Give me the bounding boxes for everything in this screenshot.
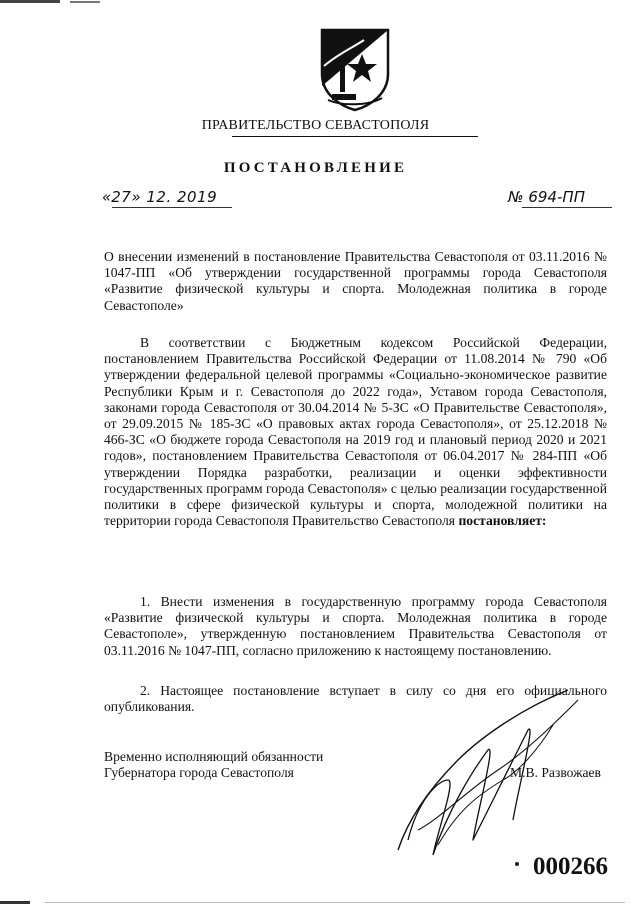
registration-mark-dot: [515, 862, 519, 866]
handwritten-signature: [378, 680, 598, 870]
resolves-word: постановляет:: [458, 513, 547, 529]
number-sign: №: [508, 188, 524, 206]
coat-of-arms-emblem: [318, 26, 392, 112]
resolution-item-1: 1. Внести изменения в государственную программу города Севастополя «Развитие физической культуры и спорта. Молодежная политика в городе Севастополе», утвержденную постановлением Правительства Севастополя от 03.11.2016 № 1047-ПП, согласно приложению к настоящему постановлению.: [104, 594, 607, 658]
preamble-paragraph: [104, 335, 607, 529]
number-value-handwritten: 694-ПП: [528, 188, 585, 206]
scan-edge-top: [0, 0, 140, 4]
document-number: [508, 188, 585, 206]
date-month-year-handwritten: » 12. 2019: [131, 188, 218, 206]
document-date: [102, 188, 217, 206]
resolution-item-2: 2. Настоящее постановление вступает в силу со дня его официального опубликования.: [104, 683, 607, 715]
signatory-position-line-1: Временно исполняющий обязанности: [104, 749, 324, 764]
preamble-text: В соответствии с Бюджетным кодексом Российской Федерации, постановлением Правительства Российской Федерации от 11.08.2014 № 790 «Об утверждении федеральной целевой программы «Социально-экономическое развитие Республики Крым и г. Севастополя до 2022 года», Уставом города Севастополя, законами города Севастополя от 30.04.2014 № 5-ЗС «О Правительстве Севастополя», от 29.09.2015 № 185-ЗС «О правовых актах города Севастополя», от 25.12.2018 № 466-ЗС «О бюджете города Севастополя на 2019 год и плановый период 2020 и 2021 годов», постановлением Правительства Севастополя от 06.04.2017 № 284-ПП «Об утверждении Порядка разработки, реализации и оценки эффективности государственных программ города Севастополя» с целью реализации государственной политики в сфере физической культуры и спорта, молодежной политики на территории города Севастополя Правительство Севастополя: [104, 335, 607, 529]
government-title: ПРАВИТЕЛЬСТВО СЕВАСТОПОЛЯ: [201, 118, 430, 133]
signatory-position: [104, 749, 323, 781]
date-underline: [112, 207, 232, 208]
registration-number: 000266: [533, 853, 608, 880]
signatory-name: М.В. Развожаев: [510, 765, 601, 780]
document-type-heading: ПОСТАНОВЛЕНИЕ: [223, 160, 408, 176]
document-subject: О внесении изменений в постановление Правительства Севастополя от 03.11.2016 № 1047-ПП «Об утверждении государственной программы города Севастополя «Развитие физической культуры и спорта. Молодежная политика в городе Севастополе»: [104, 249, 607, 313]
signatory-position-line-2: Губернатора города Севастополя: [104, 765, 294, 781]
title-underline: [232, 136, 478, 137]
scan-edge-bottom: [0, 899, 631, 905]
date-day-handwritten: 27: [111, 188, 132, 206]
date-open-quote: «: [102, 188, 112, 206]
number-underline: [522, 207, 612, 208]
